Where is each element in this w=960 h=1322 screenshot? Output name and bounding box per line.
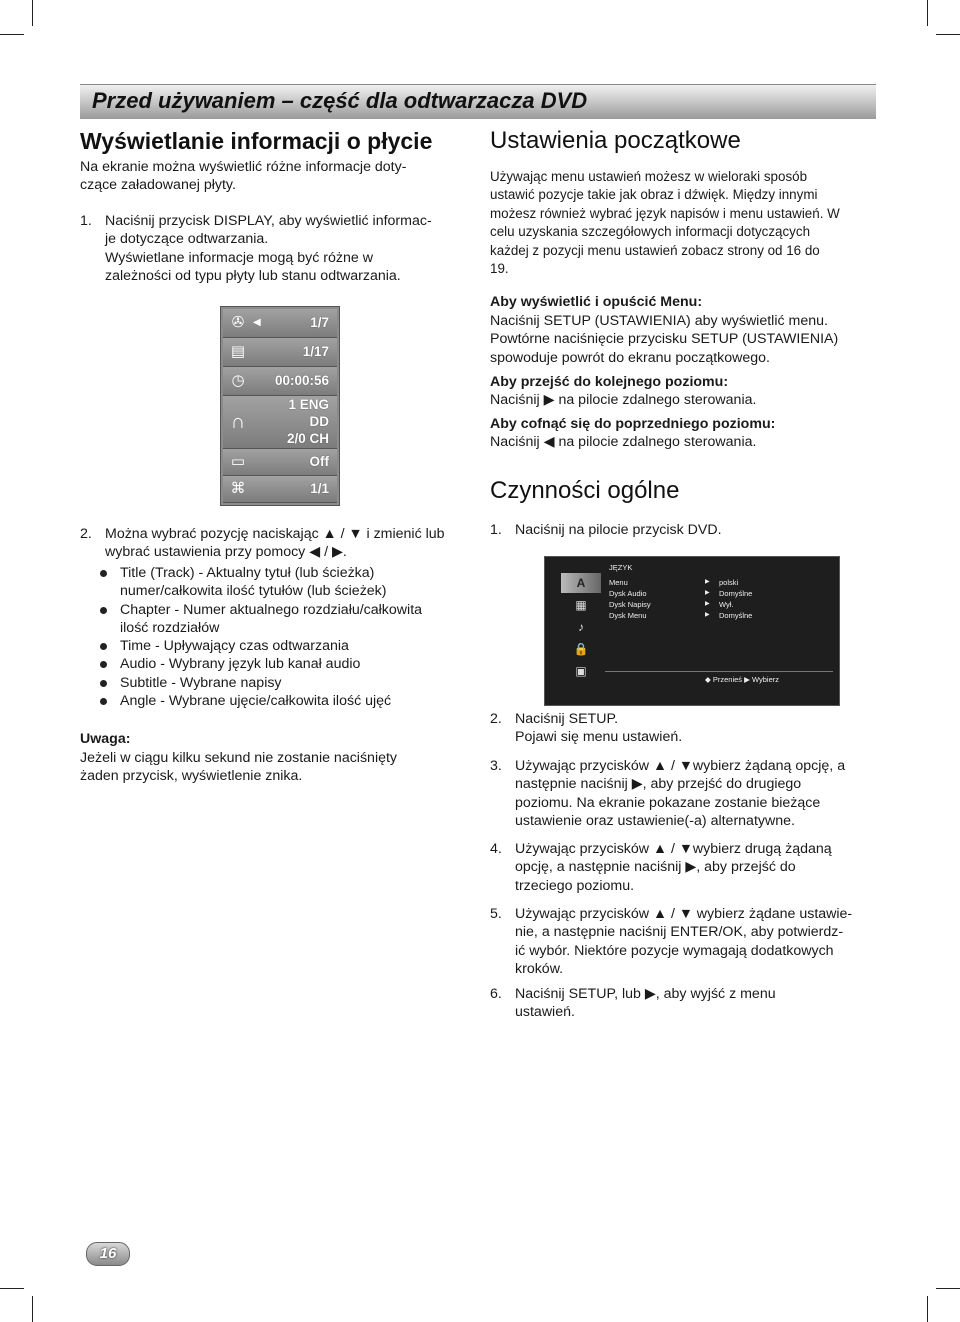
crop-mark (936, 1288, 960, 1289)
bullet-line: ilość rozdziałów (120, 619, 220, 636)
osd-row-chapter (223, 338, 337, 367)
headphones-icon: ∩ (230, 411, 246, 433)
menu-value: Domyślne (719, 611, 753, 620)
step-line: kroków. (515, 960, 564, 977)
bullet-line: Angle - Wybrane ujęcie/całkowita ilość ujęć (120, 693, 392, 710)
general-ops-heading: Czynności ogólne (490, 477, 680, 504)
bullet-line: Title (Track) - Aktualny tytuł (lub ścieżka) (120, 565, 375, 581)
intro-line: celu uzyskania szczegółowych informacji dotyczących (490, 224, 811, 240)
next-level-text: Naciśnij ▶ na pilocie zdalnego sterowania. (490, 392, 757, 408)
menu-option: Dysk Napisy (609, 600, 651, 609)
osd-value: 1/1 (310, 481, 329, 496)
step-line: ustawienie oraz ustawienie(-a) alternatywne. (515, 812, 795, 829)
osd-display-screenshot (220, 306, 340, 506)
step-line: Używając przycisków ▲ / ▼ wybierz żądane ustawie- (515, 906, 853, 922)
bullet-item (100, 692, 480, 710)
note-line: żaden przycisk, wyświetlenie znika. (80, 768, 303, 785)
menu-footer: ◆ Przenieś ▶ Wybierz (705, 675, 779, 684)
intro-line: możesz również wybrać język napisów i menu ustawień. W (490, 205, 840, 221)
crop-mark (32, 1296, 33, 1322)
step-number: 1. (80, 213, 92, 229)
camera-angle-icon: ⌘ (230, 480, 246, 497)
intro-line: ustawić pozycje takie jak obraz i dźwięk. Między innymi (490, 187, 818, 203)
step-line: Używając przycisków ▲ / ▼wybierz żądaną opcję, a (515, 758, 846, 774)
step-number: 2. (490, 711, 502, 727)
bullet-line: Audio - Wybrany język lub kanał audio (120, 656, 361, 673)
others-tab-icon: ▣ (575, 664, 587, 678)
text-line: spowoduje powrót do ekranu początkowego. (490, 349, 770, 366)
note-text (80, 749, 480, 786)
osd-value: 1 ENG (288, 397, 329, 412)
menu-divider (605, 671, 833, 672)
bullet-line: Chapter - Numer aktualnego rozdziału/całkowita (120, 601, 423, 618)
bullet-line: Subtitle - Wybrane napisy (120, 674, 282, 691)
bullet-item (100, 655, 480, 673)
bullet-item (100, 564, 480, 601)
osd-row-subtitle (223, 449, 337, 476)
chapter-icon: ▤ (230, 343, 246, 360)
step-line: zależności od typu płyty lub stanu odtwarzania. (105, 267, 401, 284)
step-line: nie, a następnie naciśnij ENTER/OK, aby potwierdz- (515, 924, 844, 941)
osd-row-time (223, 367, 337, 396)
osd-value: 2/0 CH (286, 431, 329, 446)
intro-line: Używając menu ustawień możesz w wieloraki sposób (490, 169, 808, 184)
bullet-dot (100, 698, 107, 705)
prev-level-text: Naciśnij ◀ na pilocie zdalnego sterowania. (490, 434, 757, 450)
step-line: wybrać ustawienia przy pomocy ◀ / ▶. (105, 544, 347, 561)
step-line: ustawień. (515, 1004, 575, 1021)
section-header-title: Przed używaniem – część dla odtwarzacza DVD (92, 88, 588, 113)
osd-value: Off (309, 454, 329, 469)
step-line: Pojawi się menu ustawień. (515, 729, 683, 746)
bullet-dot (100, 570, 107, 577)
show-menu-title: Aby wyświetlić i opuścić Menu: (490, 294, 703, 310)
osd-row-angle (223, 476, 337, 503)
note-label: Uwaga: (80, 731, 131, 747)
menu-value: Domyślne (719, 589, 753, 598)
bullet-item (100, 601, 480, 638)
info-bullet-list (100, 564, 480, 710)
step-number: 1. (490, 522, 502, 538)
menu-side-tabs (553, 573, 601, 685)
menu-header: JĘZYK (609, 563, 633, 572)
bullet-dot (100, 680, 107, 687)
crop-mark (0, 1288, 24, 1289)
bullet-item (100, 674, 480, 692)
crop-mark (927, 1296, 928, 1322)
osd-row-title (223, 309, 337, 338)
step-line: Używając przycisków ▲ / ▼wybierz drugą żądaną (515, 841, 832, 857)
step-line: poziomu. Na ekranie pokazane zostanie bieżące (515, 794, 821, 811)
step-line: Naciśnij na pilocie przycisk DVD. (515, 522, 722, 538)
step-line: Naciśnij SETUP, lub ▶, aby wyjść z menu (515, 986, 776, 1002)
lock-tab-icon: 🔒 (573, 642, 589, 656)
step-line: Wyświetlane informacje mogą być różne w (105, 249, 373, 266)
osd-value: 1/17 (302, 344, 329, 359)
osd-value: 00:00:56 (274, 373, 329, 388)
disc-info-intro (80, 158, 480, 195)
disc-info-heading: Wyświetlanie informacji o płycie (80, 128, 433, 154)
bullet-dot (100, 607, 107, 614)
text-line: Naciśnij SETUP (USTAWIENIA) aby wyświetlić menu. (490, 313, 828, 329)
step-number: 3. (490, 758, 502, 774)
bullet-item (100, 637, 480, 655)
value-arrow-icon: ▶ (705, 590, 710, 596)
step-number: 2. (80, 526, 92, 542)
step-line: Naciśnij SETUP. (515, 711, 619, 727)
step-line: je dotyczące odtwarzania. (105, 231, 269, 248)
section-header-bar (80, 84, 876, 119)
bullet-dot (100, 661, 107, 668)
value-arrow-icon: ▶ (705, 579, 710, 585)
step-line: ić wybór. Niektóre pozycje wymagają dodatkowych (515, 942, 834, 959)
intro-line: czące załadowanej płyty. (80, 177, 236, 194)
bullet-line: numer/całkowita ilość tytułów (lub ścieżek) (120, 583, 387, 600)
bullet-dot (100, 643, 107, 650)
audio-tab-icon: ♪ (578, 620, 584, 634)
text-line: Powtórne naciśnięcie przycisku SETUP (USTAWIENIA) (490, 331, 839, 348)
menu-option: Menu (609, 578, 628, 587)
display-tab-icon: ▦ (575, 598, 587, 612)
step-number: 6. (490, 986, 502, 1002)
clock-icon: ◷ (231, 372, 245, 389)
disc-title-icon: ✇ (231, 314, 245, 331)
show-menu-text (490, 312, 880, 367)
menu-option: Dysk Menu (609, 611, 647, 620)
value-arrow-icon: ▶ (705, 601, 710, 607)
dolby-icon: DD (309, 414, 329, 429)
step-line: Naciśnij przycisk DISPLAY, aby wyświetlić informac- (105, 213, 432, 229)
intro-line: Na ekranie można wyświetlić różne informacje doty- (80, 159, 407, 175)
bullet-line: Time - Upływający czas odtwarzania (120, 638, 349, 655)
crop-mark (32, 0, 33, 26)
menu-option: Dysk Audio (609, 589, 647, 598)
step-number: 5. (490, 906, 502, 922)
left-arrow-icon: ◀ (253, 317, 261, 328)
crop-mark (936, 34, 960, 35)
initial-settings-intro (490, 168, 880, 278)
step-line: trzeciego poziomu. (515, 877, 635, 894)
setup-menu-screenshot (544, 556, 840, 706)
crop-mark (0, 34, 24, 35)
intro-line: 19. (490, 261, 509, 277)
osd-row-audio (223, 396, 337, 449)
step-line: opcję, a następnie naciśnij ▶, aby przejść do (515, 859, 796, 876)
value-arrow-icon: ▶ (705, 612, 710, 618)
step-number: 4. (490, 841, 502, 857)
intro-line: każdej z pozycji menu ustawień zobacz strony od 16 do (490, 242, 820, 258)
crop-mark (927, 0, 928, 26)
language-tab-icon: A (561, 573, 601, 593)
step-line: następnie naciśnij ▶, aby przejść do drugiego (515, 776, 802, 793)
subtitle-icon: ▭ (230, 453, 246, 470)
menu-value: polski (719, 578, 739, 587)
note-line: Jeżeli w ciągu kilku sekund nie zostanie naciśnięty (80, 750, 398, 766)
next-level-title: Aby przejść do kolejnego poziomu: (490, 374, 729, 390)
step-line: Można wybrać pozycję naciskając ▲ / ▼ i zmienić lub (105, 526, 445, 542)
menu-value: Wył. (719, 600, 734, 609)
osd-value: 1/7 (310, 315, 329, 330)
initial-settings-heading: Ustawienia początkowe (490, 127, 741, 154)
prev-level-title: Aby cofnąć się do poprzedniego poziomu: (490, 416, 776, 432)
page-number-badge: 16 (86, 1242, 130, 1266)
